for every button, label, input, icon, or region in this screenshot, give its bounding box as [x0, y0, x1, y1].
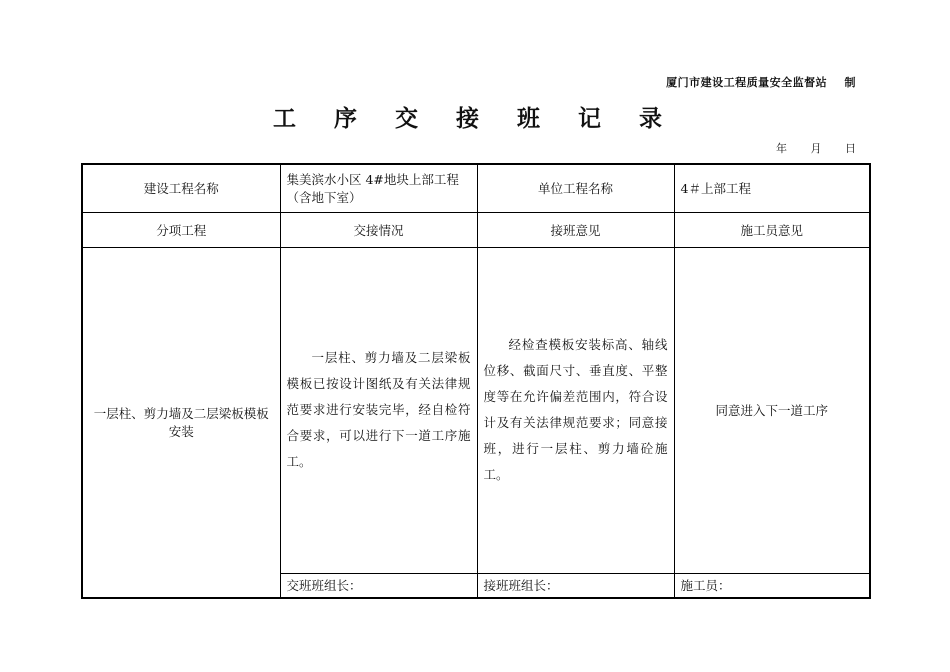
issuer-text: 厦门市建设工程质量安全监督站 制	[666, 76, 856, 89]
content-row	[82, 247, 870, 573]
takeover-header: 接班意见	[477, 212, 674, 247]
unit-name-label: 单位工程名称	[477, 164, 674, 212]
handover-content-cell	[280, 247, 477, 573]
worker-opinion-value: 同意进入下一道工序	[674, 247, 870, 573]
date-month: 月	[810, 142, 822, 155]
header-row	[82, 212, 870, 247]
project-name-value: 集美滨水小区 4#地块上部工程（含地下室）	[280, 164, 477, 212]
worker-opinion-header: 施工员意见	[674, 212, 870, 247]
handover-record-table	[81, 163, 871, 599]
takeover-leader-signature: 接班班组长：	[477, 573, 674, 598]
sub-item-value: 一层柱、剪力墙及二层梁板模板安装	[82, 247, 280, 598]
project-row	[82, 164, 870, 212]
handover-leader-signature: 交班班组长：	[280, 573, 477, 598]
worker-signature: 施工员：	[674, 573, 870, 598]
handover-content: 一层柱、剪力墙及二层梁板模板已按设计图纸及有关法律规范要求进行安装完毕，经自检符合要求，可以进行下一道工序施工。	[286, 350, 471, 469]
date-year: 年	[776, 142, 787, 155]
takeover-content-cell	[477, 247, 674, 573]
unit-name-value: 4＃上部工程	[674, 164, 870, 212]
date-day: 日	[845, 142, 856, 155]
sub-item-header: 分项工程	[82, 212, 280, 247]
takeover-content: 经检查模板安装标高、轴线位移、截面尺寸、垂直度、平整度等在允许偏差范围内，符合设计及有关法律规范要求；同意接班，进行一层柱、剪力墙砼施工。	[483, 337, 668, 482]
date-line	[756, 140, 856, 156]
handover-header: 交接情况	[280, 212, 477, 247]
page-title: 工 序 交 接 班 记 录	[272, 105, 678, 132]
project-name-label: 建设工程名称	[82, 164, 280, 212]
